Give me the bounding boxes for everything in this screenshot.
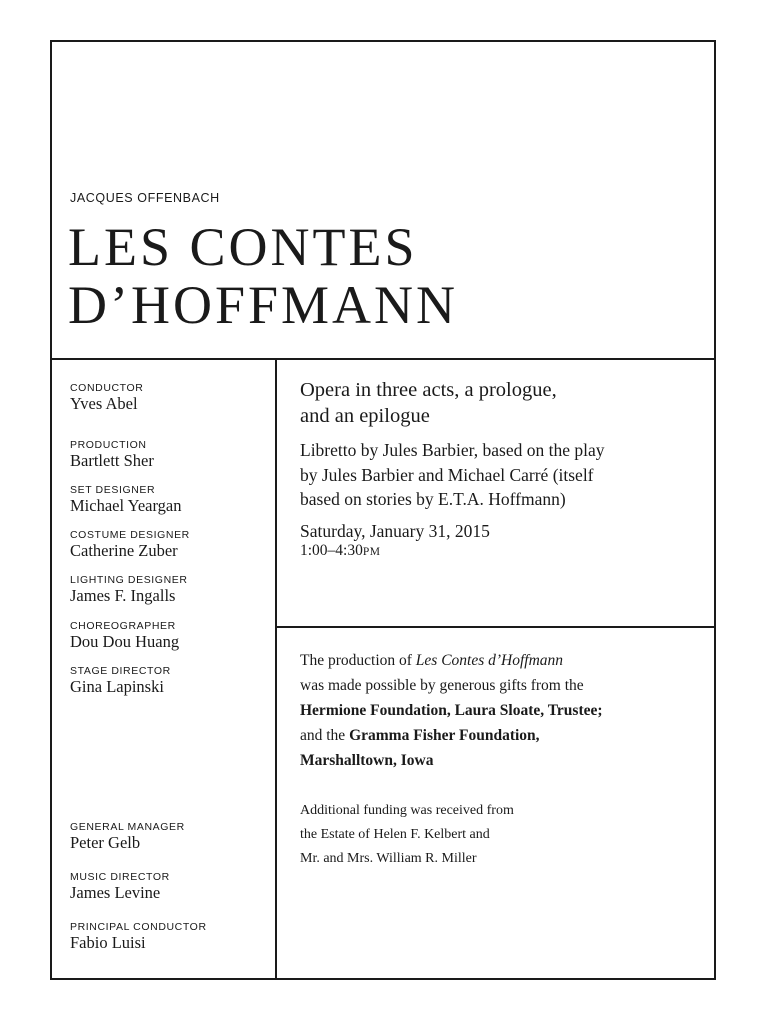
column-divider <box>275 358 277 980</box>
title-divider <box>50 358 716 360</box>
additional-line-2: the Estate of Helen F. Kelbert and <box>300 827 490 842</box>
opera-title <box>68 218 458 334</box>
libretto-line-1: Libretto by Jules Barbier, based on the play <box>300 440 605 460</box>
credit-name: Bartlett Sher <box>70 451 154 470</box>
support-line-2: was made possible by generous gifts from the <box>300 677 584 694</box>
credit-role: PRODUCTION <box>70 439 147 451</box>
support-line-3: Hermione Foundation, Laura Sloate, Trustee; <box>300 702 603 719</box>
libretto-credit <box>300 438 705 512</box>
credit-role: CHOREOGRAPHER <box>70 620 176 632</box>
credit-stage-director <box>70 665 171 697</box>
subtitle-line-1: Opera in three acts, a prologue, <box>300 379 557 401</box>
credit-name: Catherine Zuber <box>70 541 178 560</box>
credit-conductor <box>70 382 143 414</box>
subtitle-line-2: and an epilogue <box>300 405 430 427</box>
additional-line-1: Additional funding was received from <box>300 803 514 818</box>
opera-info <box>300 377 705 561</box>
credit-production <box>70 439 154 471</box>
credit-role: COSTUME DESIGNER <box>70 529 190 541</box>
info-divider <box>275 626 716 628</box>
credit-costume-designer <box>70 529 190 561</box>
credit-role: PRINCIPAL CONDUCTOR <box>70 921 207 933</box>
performance-date: Saturday, January 31, 2015 <box>300 520 490 541</box>
support-line-4 <box>300 723 705 748</box>
credit-name: Yves Abel <box>70 394 138 413</box>
credit-name: Gina Lapinski <box>70 677 164 696</box>
support-foundation: Gramma Fisher Foundation, <box>349 727 540 744</box>
credit-name: James Levine <box>70 883 161 902</box>
libretto-line-2: by Jules Barbier and Michael Carré (itself <box>300 464 594 485</box>
support-and: and the <box>300 727 350 744</box>
title-line-2: D’HOFFMANN <box>68 275 459 335</box>
credit-choreographer <box>70 620 179 652</box>
additional-funding <box>300 799 705 871</box>
credit-music-director <box>70 871 170 903</box>
credit-name: Michael Yeargan <box>70 496 182 515</box>
opera-subtitle <box>300 377 705 429</box>
credit-role: SET DESIGNER <box>70 484 156 496</box>
composer-name: JACQUES OFFENBACH <box>70 191 220 205</box>
title-line-1: LES CONTES <box>68 217 418 277</box>
production-title: Les Contes d’Hoffmann <box>415 652 564 669</box>
credit-role: MUSIC DIRECTOR <box>70 871 170 883</box>
credit-role: LIGHTING DESIGNER <box>70 574 188 586</box>
credit-name: Peter Gelb <box>70 833 141 852</box>
credit-name: James F. Ingalls <box>70 586 176 605</box>
credit-role: GENERAL MANAGER <box>70 821 185 833</box>
credit-principal-conductor <box>70 921 207 953</box>
credit-role: CONDUCTOR <box>70 382 144 394</box>
credit-lighting-designer <box>70 574 188 606</box>
support-line-5: Marshalltown, Iowa <box>300 752 434 769</box>
credit-name: Dou Dou Huang <box>70 632 180 651</box>
support-line-1 <box>300 648 705 673</box>
time-range: 1:00–4:30 <box>300 541 363 559</box>
time-suffix: PM <box>362 545 381 558</box>
additional-line-3: Mr. and Mrs. William R. Miller <box>300 851 477 866</box>
credit-general-manager <box>70 821 185 853</box>
credit-name: Fabio Luisi <box>70 933 146 952</box>
funding-acknowledgment <box>300 648 705 773</box>
credit-role: STAGE DIRECTOR <box>70 665 171 677</box>
libretto-line-3: based on stories by E.T.A. Hoffmann) <box>300 489 566 509</box>
credit-set-designer <box>70 484 182 516</box>
performance-time <box>300 542 705 561</box>
support-prefix: The production of <box>300 652 416 669</box>
